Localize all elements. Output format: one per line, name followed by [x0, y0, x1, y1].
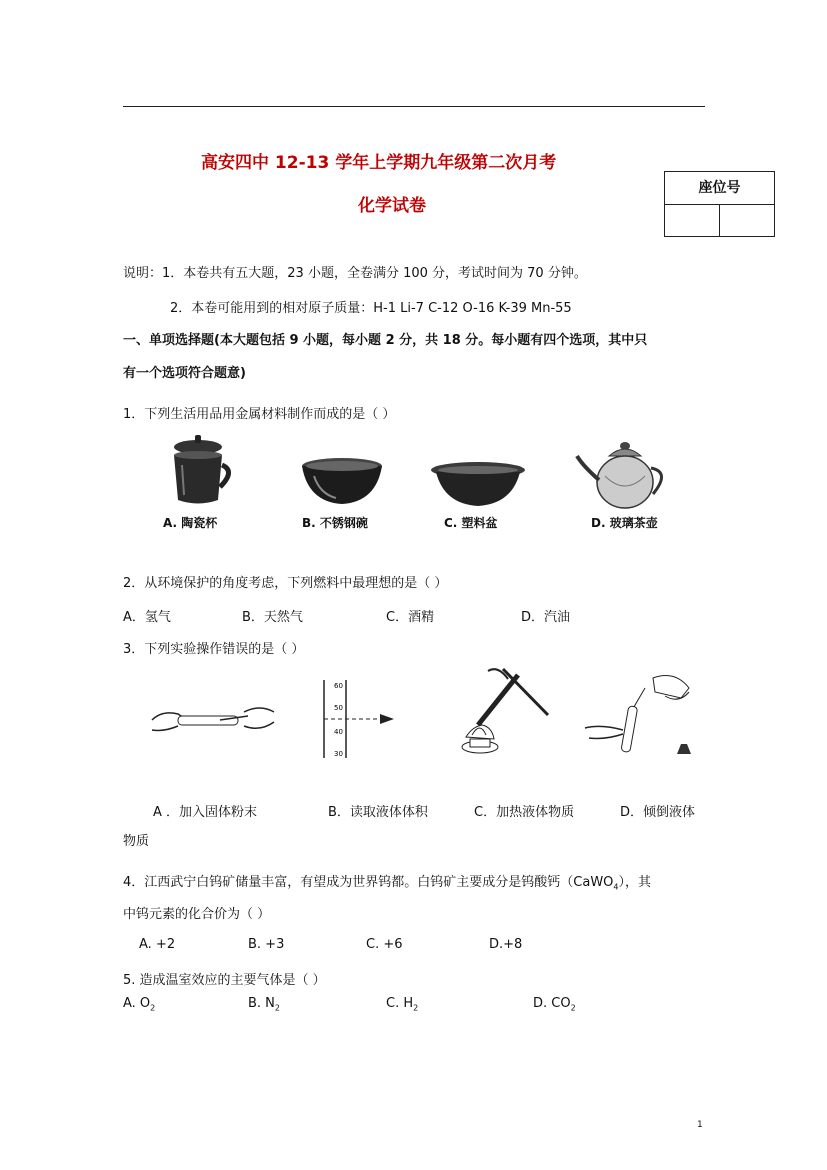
question-2-option-a: A．氢气 — [123, 610, 171, 625]
option-b-label: B. 不锈钢碗 — [302, 516, 368, 530]
add-powder-image — [148, 696, 278, 746]
tick-label: 30 — [334, 750, 343, 758]
question-5-option-c: C. $H_2$ — [386, 996, 419, 1013]
tick-label: 40 — [334, 728, 343, 736]
exam-title: 高安四中 12-13 学年上学期九年级第二次月考 — [201, 153, 557, 173]
exam-subtitle: 化学试卷 — [358, 196, 426, 216]
question-2-stem: 2．从环境保护的角度考虑，下列燃料中最理想的是（ ） — [123, 576, 448, 591]
option-c-label: C. 塑料盆 — [444, 516, 498, 530]
question-5-stem: 5. 造成温室效应的主要气体是（ ） — [123, 973, 326, 988]
question-2-option-b: B．天然气 — [242, 610, 303, 625]
option-d-label: D. 玻璃茶壶 — [591, 516, 658, 530]
glass-teapot-image — [575, 436, 675, 512]
option-a-label: A. 陶瓷杯 — [163, 516, 218, 530]
section-heading-cont: 有一个选项符合题意) — [123, 366, 246, 381]
note-1: 说明：1．本卷共有五大题，23 小题，全卷满分 100 分，考试时间为 70 分钟。 — [123, 266, 587, 281]
question-3-option-d-wrap: 物质 — [123, 834, 150, 849]
question-3-option-c: C．加热液体物质 — [474, 805, 575, 820]
question-2-option-d: D．汽油 — [521, 610, 571, 625]
question-5-option-b: B. $N_2$ — [248, 996, 281, 1013]
heating-liquid-image — [448, 665, 558, 765]
question-4-option-b: B. +3 — [248, 937, 285, 952]
question-5-option-a: A. $O_2$ — [123, 996, 156, 1013]
seat-number-cell[interactable] — [665, 205, 719, 237]
question-4-option-a: A. +2 — [139, 937, 176, 952]
section-heading: 一、单项选择题(本大题包括 9 小题，每小题 2 分，共 18 分。每小题有四个选项，其中只 — [123, 333, 648, 348]
seat-number-cell[interactable] — [719, 205, 774, 237]
question-5-option-d: D. $CO_2$ — [533, 996, 576, 1013]
question-3-option-b: B．读取液体体积 — [328, 805, 428, 820]
seat-number-box — [664, 171, 775, 237]
pouring-liquid-image — [585, 668, 695, 768]
tick-label: 60 — [334, 682, 343, 690]
porcelain-cup-image — [160, 435, 240, 510]
question-4-stem: 4．江西武宁白钨矿储量丰富，有望成为世界钨都。白钨矿主要成分是钨酸钙（CaWO$_4$），其 — [123, 875, 652, 892]
question-2-option-c: C．酒精 — [386, 610, 435, 625]
seat-number-label: 座位号 — [665, 172, 774, 205]
question-3-stem: 3．下列实验操作错误的是（ ） — [123, 642, 305, 657]
question-1-stem: 1．下列生活用品用金属材料制作而成的是（ ） — [123, 407, 396, 422]
page-number: 1 — [697, 1120, 703, 1130]
plastic-basin-image — [430, 462, 530, 510]
question-3-option-d: D．倾倒液体 — [620, 805, 696, 820]
tick-label: 50 — [334, 704, 343, 712]
graduated-cylinder-image — [318, 678, 408, 758]
question-4-stem-cont: 中钨元素的化合价为（ ） — [123, 907, 271, 922]
question-4-option-d: D.+8 — [489, 937, 523, 952]
question-3-option-a: A ．加入固体粉末 — [153, 805, 258, 820]
question-4-option-c: C. +6 — [366, 937, 403, 952]
header-rule — [123, 106, 705, 107]
steel-bowl-image — [300, 458, 390, 508]
note-2: 2．本卷可能用到的相对原子质量：H-1 Li-7 C-12 O-16 K-39 Mn-55 — [170, 301, 572, 316]
